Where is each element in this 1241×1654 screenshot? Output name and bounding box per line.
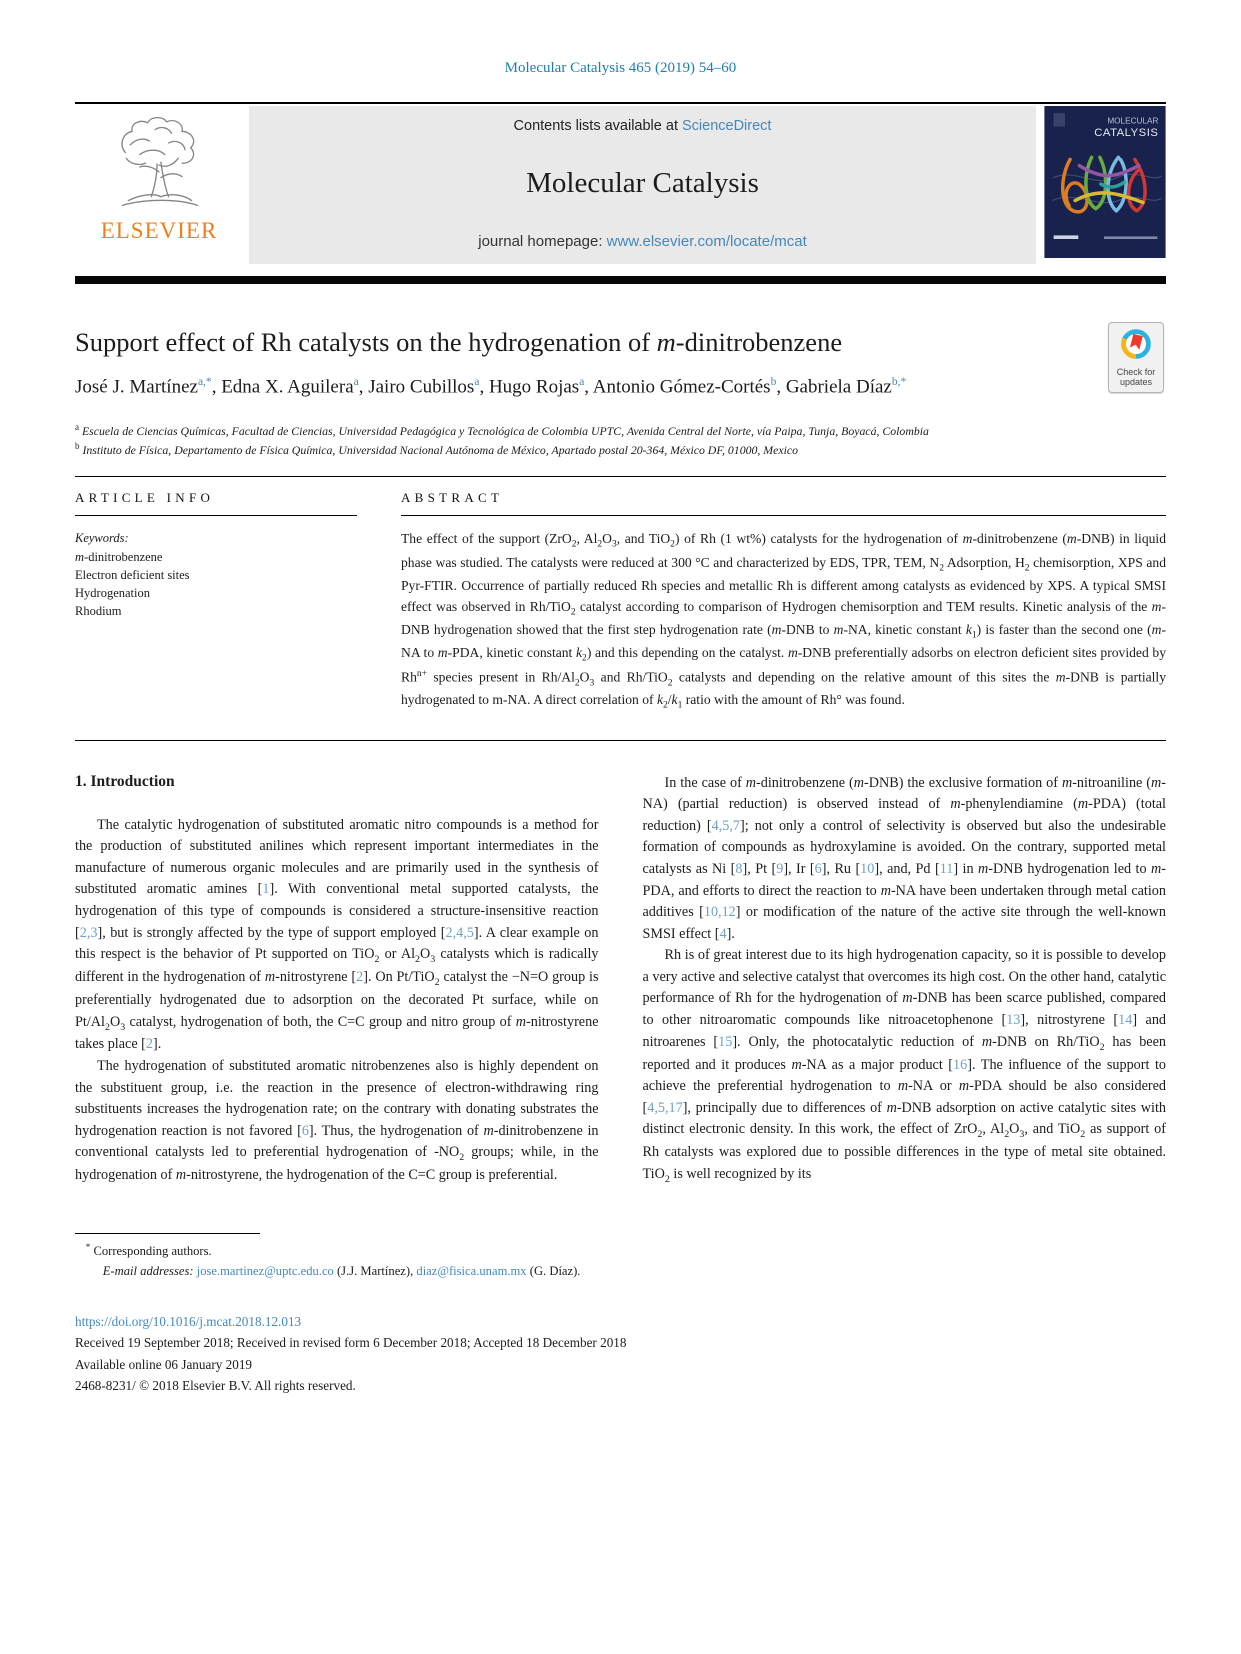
- article-footer: [75, 1311, 1166, 1397]
- author-list: José J. Martínez$^{a,*}$, Edna X. Aguilera$^a$, Jairo Cubillos$^a$, Hugo Rojas$^a$, Antonio Gómez-Cortés$^b$, Gabriela Díaz$^{b,*}$: [75, 376, 907, 398]
- body-paragraph: The catalytic hydrogenation of substituted aromatic nitro compounds is a method for the production of substituted anilines which represent important intermediates in the manufacture of numerous organic molecules and are primarily used in the synthesis of substituted aromatic amines [1]. With conventional metal supported catalysts, the hydrogenation of this type of compounds is considered a structure-insensitive reaction [2,3], but is strongly affected by the type of support employed [2,4,5]. A clear example on this respect is the behavior of Pt supported on TiO$_2$ or $Al_2O_3$ catalysts which is radically different in the hydrogenation of m-nitrostyrene [2]. On Pt/TiO$_2$ catalyst the −N=O group is preferentially hydrogenated due to adsorption on the decorated Pt surface, while on $Pt/Al_2O_3$ catalyst, hydrogenation of both, the C=C group and nitro group of m-nitrostyrene takes place [2].: [75, 816, 599, 1053]
- copyright-line: 2468-8231/ © 2018 Elsevier B.V. All rights reserved.: [75, 1378, 356, 1394]
- footnote-marker: *: [85, 1241, 91, 1252]
- check-updates-badge[interactable]: [1108, 322, 1164, 393]
- corresponding-authors-text: Corresponding authors.: [93, 1244, 212, 1259]
- article-info-abstract: [75, 490, 1166, 713]
- article-info-section: [75, 490, 357, 713]
- keywords-label: Keywords:: [75, 531, 129, 546]
- abstract-rule: [401, 515, 1166, 516]
- doi-link[interactable]: https://doi.org/10.1016/j.mcat.2018.12.013: [75, 1314, 302, 1330]
- body-paragraph: Rh is of great interest due to its high hydrogenation capacity, so it is possible to develop a very active and selective catalyst that overcomes its high cost. On the other hand, catalytic performance of Rh for the hydrogenation of m-DNB has been scarce published, compared to other nitroaromatic compounds like nitroacetophenone [13], nitrostyrene [14] and nitroarenes [15]. Only, the photocatalytic reduction of m-DNB on Rh/TiO$_2$ has been reported and it produces m-NA as a major product [16]. The influence of the support to achieve the preferential hydrogenation to m-NA or m-PDA should be also considered [4,5,17], principally due to differences of m-DNB adsorption on active catalytic sites with distinct electronic density. In this work, the effect of ZrO$_2$, $Al_2O_3$, and TiO$_2$ as support of Rh catalysts was explored due to possible differences in the type of metal site obtained. TiO$_2$ is well recognized by its: [642, 947, 1167, 1185]
- article-info-heading: ARTICLE INFO: [75, 490, 215, 506]
- journal-reference: Molecular Catalysis 465 (2019) 54–60: [504, 60, 737, 76]
- crossmark-icon: [1120, 328, 1152, 360]
- body-right-column: [643, 773, 1167, 1281]
- article-info-rule: [75, 515, 357, 516]
- header-divider-bar: [75, 276, 1166, 284]
- keyword-item: Electron deficient sites: [75, 567, 190, 582]
- body-paragraph: The hydrogenation of substituted aromatic nitrobenzenes also is highly dependent on the substituent group, i.e. the reaction in the presence of electron-withdrawing ring substituents increases the hydrogenation rate; on the contrary with donating substrates the hydrogenation reaction is not favored [6]. Thus, the hydrogenation of m-dinitrobenzene in conventional catalysts led to preferential hydrogenation of $-NO_2$ groups; while, in the hydrogenation of m-nitrostyrene, the hydrogenation of the C=C group is preferential.: [75, 1058, 599, 1184]
- meta-top-rule: [75, 476, 1166, 477]
- journal-cover-image: [1044, 106, 1166, 258]
- article-title: Support effect of Rh catalysts on the hydrogenation of m-dinitrobenzene: [75, 327, 843, 357]
- body-paragraph: In the case of m-dinitrobenzene (m-DNB) the exclusive formation of m-nitroaniline (m-NA) (partial reduction) is observed instead of m-phenylendiamine (m-PDA) (total reduction) [4,5,7]; not only a control of selectivity is observed but also the undesirable formation of compounds as hydroxylamine is avoided. On the contrary, supported metal catalysts as Ni [8], Pt [9], Ir [6], Ru [10], and, Pd [11] in m-DNB hydrogenation led to m-PDA, and efforts to direct the reaction to m-NA have been undertaken through metal cation additives [10,12] or modification of the nature of the active site through the well-known SMSI effect [4].: [642, 774, 1167, 942]
- cover-elsevier-mark: [1054, 113, 1065, 126]
- contents-prefix: Contents lists available at: [513, 118, 682, 134]
- introduction-heading: 1. Introduction: [75, 772, 175, 790]
- journal-header: [75, 106, 1166, 264]
- affiliation-b: $^b$ Instituto de Física, Departamento de Física Química, Universidad Nacional Autónoma de México, Apartado postal 20-364, México DF, 01000, Mexico: [75, 441, 799, 458]
- abstract-section: [401, 490, 1166, 713]
- cover-footer-url: [1104, 236, 1157, 239]
- journal-homepage-link[interactable]: www.elsevier.com/locate/mcat: [606, 233, 807, 250]
- affiliations: [75, 421, 1166, 459]
- cover-title-line2: CATALYSIS: [1094, 126, 1159, 139]
- footnote-rule: [75, 1233, 260, 1234]
- journal-banner: [249, 106, 1036, 264]
- received-dates: Received 19 September 2018; Received in revised form 6 December 2018; Accepted 18 December 2018: [75, 1335, 627, 1351]
- keyword-item: m-dinitrobenzene: [75, 549, 163, 564]
- affiliation-a: $^a$ Escuela de Ciencias Químicas, Facultad de Ciencias, Universidad Pedagógica y Tecnológica de Colombia UPTC, Avenida Central del Norte, vía Paipa, Tunja, Boyacá, Colombia: [75, 422, 929, 438]
- keyword-item: Hydrogenation: [75, 585, 150, 600]
- homepage-prefix: journal homepage:: [478, 233, 607, 250]
- elsevier-wordmark: ELSEVIER: [100, 218, 218, 243]
- body-top-rule: [75, 740, 1166, 741]
- cover-title-line1: MOLECULAR: [1107, 116, 1159, 126]
- header-top-rule: [75, 102, 1166, 104]
- footnote-block: [75, 1233, 599, 1281]
- corresponding-authors-note: [75, 1241, 599, 1262]
- available-online: Available online 06 January 2019: [75, 1356, 253, 1372]
- abstract-text: The effect of the support (ZrO$_2$, $Al_2O_3$, and TiO$_2$) of Rh (1 wt%) catalysts for the hydrogenation of m-dinitrobenzene (m-DNB) in liquid phase was studied. The catalysts were reduced at 300 °C and characterized by EDS, TPR, TEM, $N_2$ Adsorption, $H_2$ chemisorption, XPS and Pyr-FTIR. Occurrence of partially reduced Rh species and metallic Rh is different among catalysts as evidenced by XPS. A typical SMSI effect was observed in Rh/TiO$_2$ catalyst according to comparison of Hydrogen chemisorption and TEM results. Kinetic analysis of the m-DNB hydrogenation showed that the first step hydrogenation rate (m-DNB to m-NA, kinetic constant $k_1$) is faster than the second one (m-NA to m-PDA, kinetic constant $k_2$) and this depending on the catalyst. m-DNB preferentially adsorbs on electron deficient sites provided by $Rh^{n+}$ species present in $Rh/Al_2O_3$ and Rh/TiO$_2$ catalysts and depending on the relative amount of this sites the m-DNB is partially hydrogenated to m-NA. A direct correlation of $k_2/k_1$ ratio with the amount of Rh° was found.: [401, 531, 1167, 712]
- body-left-column: [75, 773, 599, 1281]
- abstract-heading: ABSTRACT: [401, 490, 504, 506]
- email-addresses-line[interactable]: E-mail addresses: jose.martinez@uptc.edu.co (J.J. Martínez), diaz@fisica.unam.mx (G. Díaz).: [102, 1263, 581, 1278]
- cover-footer-mark: [1054, 235, 1079, 239]
- keyword-item: Rhodium: [75, 603, 122, 618]
- journal-cover[interactable]: [1044, 106, 1166, 264]
- check-updates-label: Check for updates: [1116, 367, 1156, 388]
- elsevier-logo[interactable]: [75, 106, 243, 264]
- elsevier-tree-icon: [111, 116, 207, 216]
- article-body: [75, 773, 1166, 1281]
- contents-line: [514, 118, 772, 134]
- journal-title: Molecular Catalysis: [526, 167, 759, 199]
- homepage-line: [478, 233, 807, 250]
- sciencedirect-link[interactable]: ScienceDirect: [682, 118, 772, 134]
